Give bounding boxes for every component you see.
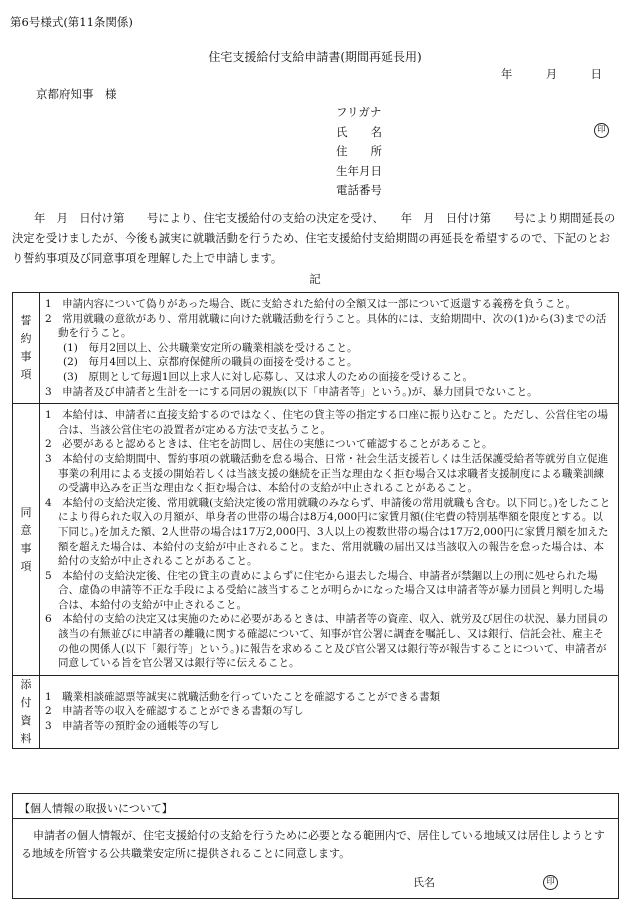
terms-table xyxy=(12,292,619,749)
pledge-label: 誓 約 事 項 xyxy=(13,293,40,404)
privacy-signature xyxy=(413,874,558,890)
address-row xyxy=(336,142,596,162)
consent-item: 1 本給付は、申請者に直接支給するのではなく、住宅の貸主等の指定する口座に振り込むこと。ただし、公営住宅の場合は、当該公営住宅の設置者が定める方法で支払うこと。 xyxy=(45,409,608,436)
date-month-label: 月 xyxy=(545,67,558,81)
consent-item: 3 本給付の支給期間中、誓約事項の就職活動を怠る場合、日常・社会生活支援若しくは生活保護受給者等就労自立促進事業の利用による支援の開始若しくは当該支援の継続を正当な理由なく拒む場合又は求職者支援制度による職業訓練の受講申込みを正当な理由なく拒む場合は、本給付の支給が中止されることがあること。 xyxy=(45,452,609,495)
consent-item: 5 本給付の支給決定後、住宅の貸主の責めによらずに住宅から退去した場合、申請者が禁錮以上の刑に処せられた場合、虚偽の申請等不正な手段による受給に該当することが明らかになった場合又は申請者等が暴力団員と判明した場合は、本給付の支給が中止されること。 xyxy=(45,569,604,611)
phone-row xyxy=(336,181,596,201)
seal-mark-icon: 印 xyxy=(543,875,558,890)
phone-label: 電話番号 xyxy=(336,183,382,197)
attachments-label: 添 付 資 料 xyxy=(13,675,40,748)
name-row xyxy=(336,123,596,143)
privacy-consent-text: 申請者の個人情報が、住宅支援給付の支給を行うために必要となる範囲内で、居住している地域又は居住しようとする地域を所管する公共職業安定所に提供されることに同意します。 xyxy=(21,829,605,860)
consent-label: 同 意 事 項 xyxy=(13,404,40,676)
form-number: 第6号様式(第11条関係) xyxy=(10,15,133,29)
birthdate-label: 生年月日 xyxy=(336,163,382,178)
privacy-heading: 【個人情報の取扱いについて】 xyxy=(19,802,173,815)
privacy-divider xyxy=(13,818,618,819)
pledge-body xyxy=(40,293,619,404)
date-year-label: 年 xyxy=(500,67,513,81)
ki-heading: 記 xyxy=(309,272,321,286)
consent-item: 2 必要があると認めるときは、住宅を訪問し、居住の実態について確認することがあること。 xyxy=(45,438,493,451)
consent-section xyxy=(13,404,619,676)
date-day-label: 日 xyxy=(590,67,602,81)
attachment-item: 1 職業相談確認票等誠実に就職活動を行っていたことを確認することができる書類 xyxy=(45,690,441,703)
pledge-section xyxy=(13,293,619,404)
birthdate-row xyxy=(336,162,596,182)
name-label: 氏 名 xyxy=(336,124,382,139)
addressee: 京都府知事 様 xyxy=(36,87,117,101)
document-title: 住宅支援給付支給申請書(期間再延長用) xyxy=(208,50,422,64)
furigana-row xyxy=(336,103,596,123)
consent-item: 4 本給付の支給決定後、常用就職(支給決定後の常用就職のみならず、申請後の常用就職も含む。以下同じ。)をしたことにより得られた収入の月額が、単身者の世帯の場合は8万4,000円に家賃月額(住宅費の特別基準額を限度とする。以下同じ。)を加えた額、2人世帯の場合は17万2,000円、3人以上の複数世帯の場合は17万2,000円に家賃月額を加えた額を超えた場合は、本給付の支給が中止されること。また、常用就職の届出又は当該収入の報告を怠った場合は、本給付の支給が中止されることがあること。 xyxy=(45,496,611,568)
furigana-label: フリガナ xyxy=(336,105,382,119)
pledge-subitem: (1) 毎月2回以上、公共職業安定所の職業相談を受けること。 xyxy=(63,341,358,354)
seal-mark-icon: 印 xyxy=(594,123,609,138)
attachment-item: 3 申請者等の預貯金の通帳等の写し xyxy=(45,720,220,733)
attachments-section xyxy=(13,675,619,748)
pledge-item: 2 常用就職の意欲があり、常用就職に向けた就職活動を行うこと。具体的には、支給期間中、次の(1)から(3)までの活動を行うこと。 xyxy=(45,312,607,340)
attachments-body xyxy=(40,675,619,748)
privacy-section xyxy=(12,793,619,899)
pledge-item: 1 申請内容について偽りがあった場合、既に支給された給付の全額又は一部について返還する義務を負うこと。 xyxy=(45,298,577,310)
pledge-subitem: (3) 原則として毎週1回以上求人に対し応募し、又は求人のための面接を受けること。 xyxy=(63,370,474,383)
intro-paragraph: 年 月 日付け第 号により、住宅支援給付の支給の決定を受け、 年 月 日付け第 号により期間延長の決定を受けましたが、今後も誠実に就職活動を行うため、住宅支援給付支給期間の再延長を希望するので、下記のとおり誓約事項及び同意事項を理解した上で申請します。 xyxy=(12,212,616,265)
address-label: 住 所 xyxy=(336,144,382,158)
applicant-info xyxy=(336,103,606,201)
application-date xyxy=(501,66,602,82)
attachment-item: 2 申請者等の収入を確認することができる書類の写し xyxy=(45,705,304,718)
pledge-subitem: (2) 毎月4回以上、京都府保健所の職員の面接を受けること。 xyxy=(63,356,358,369)
consent-body xyxy=(40,404,619,676)
consent-item: 6 本給付の支給の決定又は実施のために必要があるときは、申請者等の資産、収入、就労及び居住の状況、暴力団員の該当の有無並びに申請者の離職に関する確認について、知事が官公署に調査を嘱託し、又は銀行、信託会社、雇主その他の関係人(以下「銀行等」という。)に報告を求めること及び官公署又は銀行等が報告することについて、申請者が同意している旨を官公署又は銀行等に伝えること。 xyxy=(45,613,609,670)
privacy-name-label: 氏名 xyxy=(413,876,435,889)
pledge-item: 3 申請者及び申請者と生計を一にする同居の親族(以下「申請者等」という。)が、暴力団員でないこと。 xyxy=(45,385,538,398)
